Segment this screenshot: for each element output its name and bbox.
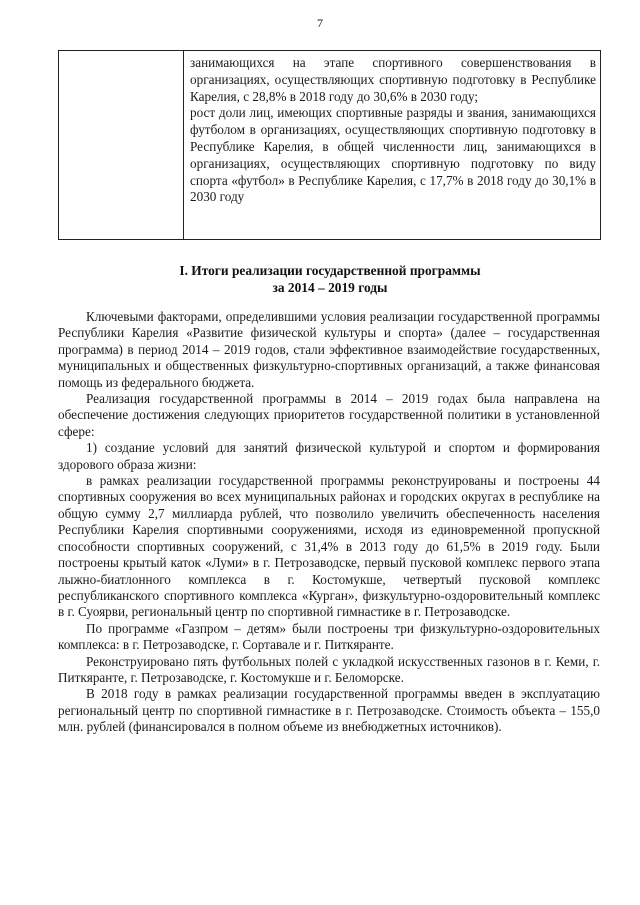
indicator-table	[58, 50, 601, 240]
paragraph: По программе «Газпром – детям» были построены три физкультурно-оздоровительных комплекса: в г. Петрозаводске, г. Сортавале и г. Питкяранте.	[58, 620, 600, 653]
section-heading-line2: за 2014 – 2019 годы	[272, 280, 388, 295]
paragraph: Ключевыми факторами, определившими условия реализации государственной программы Республики Карелия «Развитие физической культуры и спорта» (далее – государственная программа) в период 2014 – 2019 годов, стали эффективное взаимодействие государственных, муниципальных и общественных физкультурно-спортивных организаций, а также финансовая помощь из федерального бюджета.	[58, 309, 600, 390]
table-cell-text: рост доли лиц, имеющих спортивные разряды и звания, занимающихся футболом в организациях, осуществляющих спортивную подготовку в Республике Карелия, в общей численности лиц, занимающихся в организациях, осуществляющих спортивную подготовку по виду спорта «футбол» в Республике Карелия, с 17,7% в 2018 году до 30,1% в 2030 году	[190, 105, 596, 205]
paragraph: 1) создание условий для занятий физической культурой и спортом и формирования здорового образа жизни:	[58, 440, 600, 472]
page-number: 7	[317, 16, 323, 30]
table-right-cell	[184, 51, 600, 239]
table-cell-text: занимающихся на этапе спортивного совершенствования в организациях, осуществляющих спортивную подготовку в Республике Карелия, с 28,8% в 2018 году до 30,6% в 2030 году;	[190, 55, 596, 104]
paragraph: в рамках реализации государственной программы реконструированы и построены 44 спортивных сооружения во всех муниципальных районах и городских округах в республике на общую сумму 2,7 миллиарда рублей, что позволило увеличить обеспеченность населения Республики Карелия спортивными сооружениями, исходя из единовременной пропускной способности спортивных сооружений, с 31,4% в 2013 году до 61,5% в 2019 году. Были построены крытый каток «Луми» в г. Петрозаводске, первый пусковой комплекс первого этапа лыжно-биатлонного комплекса в г. Костомукше, четвертый пусковой комплекс республиканского спортивного комплекса «Курган», физкультурно-оздоровительный комплекс в г. Суоярви, региональный центр по спортивной гимнастике в г. Петрозаводске.	[58, 473, 600, 620]
section-heading	[60, 262, 600, 296]
paragraph: Реконструировано пять футбольных полей с укладкой искусственных газонов в г. Кеми, г. Питкяранте, г. Петрозаводске, г. Костомукше и г. Беломорске.	[58, 653, 600, 685]
table-left-cell	[59, 51, 184, 239]
paragraph: В 2018 году в рамках реализации государственной программы введен в эксплуатацию региональный центр по спортивной гимнастике в г. Петрозаводске. Стоимость объекта – 155,0 млн. рублей (финансировался в полном объеме из внебюджетных источников).	[58, 686, 600, 735]
body-text	[58, 309, 600, 736]
section-heading-line1: I. Итоги реализации государственной программы	[179, 263, 481, 278]
paragraph: Реализация государственной программы в 2014 – 2019 годах была направлена на обеспечение достижения следующих приоритетов государственной политики в установленной сфере:	[58, 391, 600, 439]
